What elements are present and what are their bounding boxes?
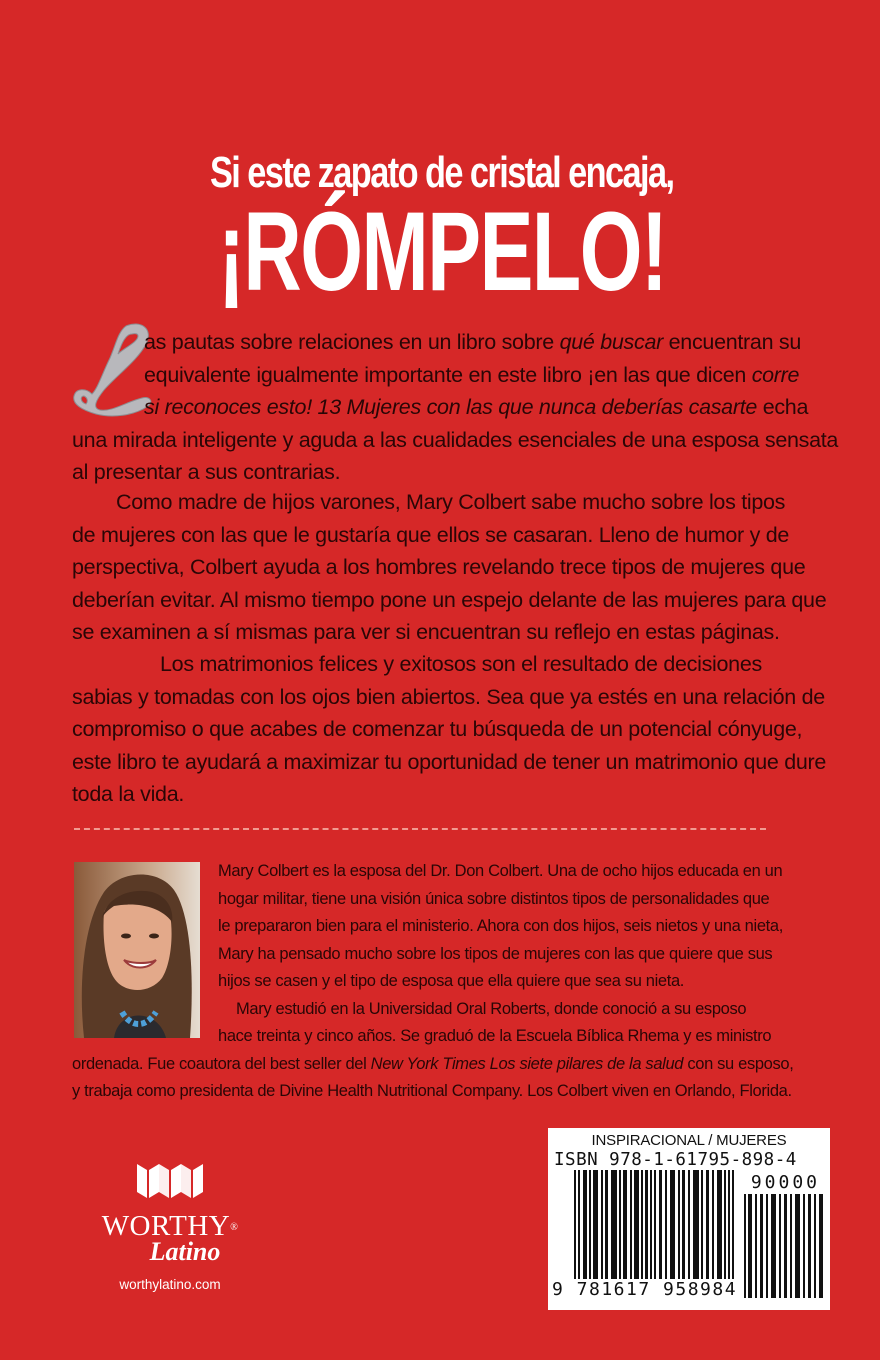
p2-line: perspectiva, Colbert ayuda a los hombres revelando trece tipos de mujeres que bbox=[72, 555, 806, 579]
ean-digits: 9 781617 958984 bbox=[552, 1279, 738, 1300]
p3-line: este libro te ayudará a maximizar tu oportunidad de tener un matrimonio que dure bbox=[72, 749, 827, 774]
publisher-name: WORTHY® bbox=[101, 1210, 239, 1242]
bio-line: hogar militar, tiene una visión única sobre distintos tipos de personalidades que bbox=[218, 889, 770, 908]
p1-line-2: equivalente igualmente importante en este libro ¡en las que dicen corre bbox=[144, 362, 800, 387]
p3-line: compromiso o que acabes de comenzar tu búsqueda de un potencial cónyuge, bbox=[72, 717, 803, 741]
bio-line: ordenada. Fue coautora del best seller del New York Times Los siete pilares de la salud con su esposo, bbox=[72, 1054, 794, 1073]
p3-line: Los matrimonios felices y exitosos son el resultado de decisiones bbox=[160, 652, 762, 676]
publisher-logo bbox=[88, 1160, 252, 1292]
bio-line: hace treinta y cinco años. Se graduó de la Escuela Bíblica Rhema y es ministro bbox=[218, 1027, 772, 1045]
author-bio bbox=[72, 858, 794, 1106]
publisher-imprint: Latino bbox=[149, 1237, 221, 1266]
headline-line-2: ¡RÓMPELO! bbox=[218, 189, 667, 314]
headline-line-1: Si este zapato de cristal encaja, bbox=[209, 148, 674, 197]
isbn-label: ISBN 978-1-61795-898-4 bbox=[554, 1150, 797, 1170]
bio-line: y trabaja como presidenta de Divine Health Nutritional Company. Los Colbert viven en Orlando, Florida. bbox=[72, 1082, 792, 1100]
p1-line-1: as pautas sobre relaciones en un libro sobre qué buscar encuentran su bbox=[144, 330, 802, 354]
p2-line: se examinen a sí mismas para ver si encuentran su reflejo en estas páginas. bbox=[72, 620, 780, 644]
p1-line-5: al presentar a sus contrarias. bbox=[72, 460, 341, 484]
description-paragraph-3 bbox=[72, 648, 827, 811]
price-code: 90000 bbox=[750, 1172, 820, 1193]
description-paragraph-2 bbox=[72, 486, 827, 649]
p2-line: deberían evitar. Al mismo tiempo pone un espejo delante de las mujeres para que bbox=[72, 587, 827, 612]
dashed-divider bbox=[74, 828, 766, 830]
bio-line: Mary ha pensado mucho sobre los tipos de mujeres con las que quiere que sus bbox=[218, 944, 773, 963]
p3-line: sabias y tomadas con los ojos bien abiertos. Sea que ya estés en una relación de bbox=[72, 684, 825, 709]
bio-line: hijos se casen y el tipo de esposa que ella quiere que sea su nieta. bbox=[218, 972, 685, 990]
p1-line-3: si reconoces esto! 13 Mujeres con las que nunca deberías casarte echa bbox=[144, 395, 809, 419]
bio-line: Mary Colbert es la esposa del Dr. Don Colbert. Una de ocho hijos educada en un bbox=[218, 862, 783, 880]
p2-line: de mujeres con las que le gustaría que ellos se casaran. Lleno de humor y de bbox=[72, 522, 790, 547]
bio-line: Mary estudió en la Universidad Oral Roberts, donde conoció a su esposo bbox=[236, 999, 747, 1018]
publisher-url[interactable]: worthylatino.com bbox=[119, 1277, 221, 1292]
description-paragraph-1 bbox=[72, 326, 839, 489]
price-addon-barcode-icon bbox=[744, 1194, 824, 1298]
p2-line: Como madre de hijos varones, Mary Colbert sabe mucho sobre los tipos bbox=[116, 490, 786, 514]
worthy-books-icon bbox=[135, 1160, 205, 1202]
barcode-box bbox=[548, 1128, 830, 1310]
bisac-category: INSPIRACIONAL / MUJERES bbox=[591, 1132, 787, 1149]
p3-line: toda la vida. bbox=[72, 782, 185, 806]
p1-line-4: una mirada inteligente y aguda a las cualidades esenciales de una esposa sensata bbox=[72, 427, 839, 452]
bio-line: le prepararon bien para el ministerio. Ahora con dos hijos, seis nietos y una nieta, bbox=[218, 917, 783, 935]
